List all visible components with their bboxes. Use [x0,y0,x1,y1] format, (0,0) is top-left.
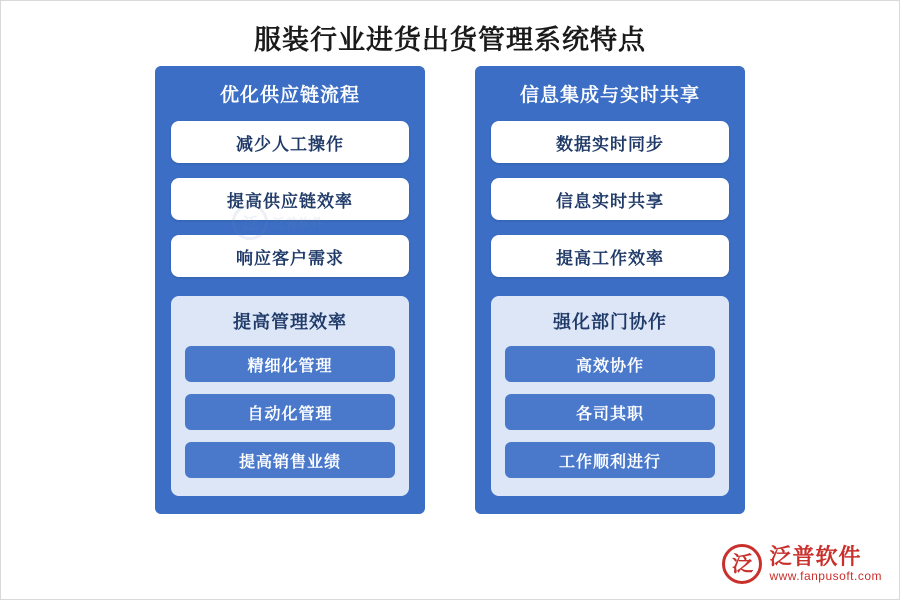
column-information-sharing [475,66,745,514]
column-heading: 信息集成与实时共享 [519,85,700,106]
subpanel-management-efficiency [171,296,409,496]
subfeature-item[interactable]: 提高销售业绩 [185,442,395,478]
logo-text-block [769,545,882,582]
feature-item[interactable]: 信息实时共享 [491,178,729,220]
logo-mark-char: 泛 [731,551,753,576]
diagram-columns [155,66,745,514]
logo-name: 泛普软件 [769,544,862,570]
subfeature-item[interactable]: 精细化管理 [185,346,395,382]
logo-circle-icon [722,544,762,584]
feature-item[interactable]: 响应客户需求 [171,235,409,277]
column-heading: 优化供应链流程 [219,85,360,106]
feature-item[interactable]: 减少人工操作 [171,121,409,163]
subpanel-heading: 提高管理效率 [233,312,347,332]
feature-item[interactable]: 提高供应链效率 [171,178,409,220]
subfeature-item[interactable]: 高效协作 [505,346,715,382]
brand-logo [722,544,882,584]
subpanel-department-collaboration [491,296,729,496]
logo-url: www.fanpusoft.com [769,568,882,583]
subpanel-heading: 强化部门协作 [553,312,667,332]
subfeature-item[interactable]: 工作顺利进行 [505,442,715,478]
feature-item[interactable]: 数据实时同步 [491,121,729,163]
column-supply-chain [155,66,425,514]
page-title: 服装行业进货出货管理系统特点 [254,25,646,55]
subfeature-item[interactable]: 自动化管理 [185,394,395,430]
feature-item[interactable]: 提高工作效率 [491,235,729,277]
subfeature-item[interactable]: 各司其职 [505,394,715,430]
